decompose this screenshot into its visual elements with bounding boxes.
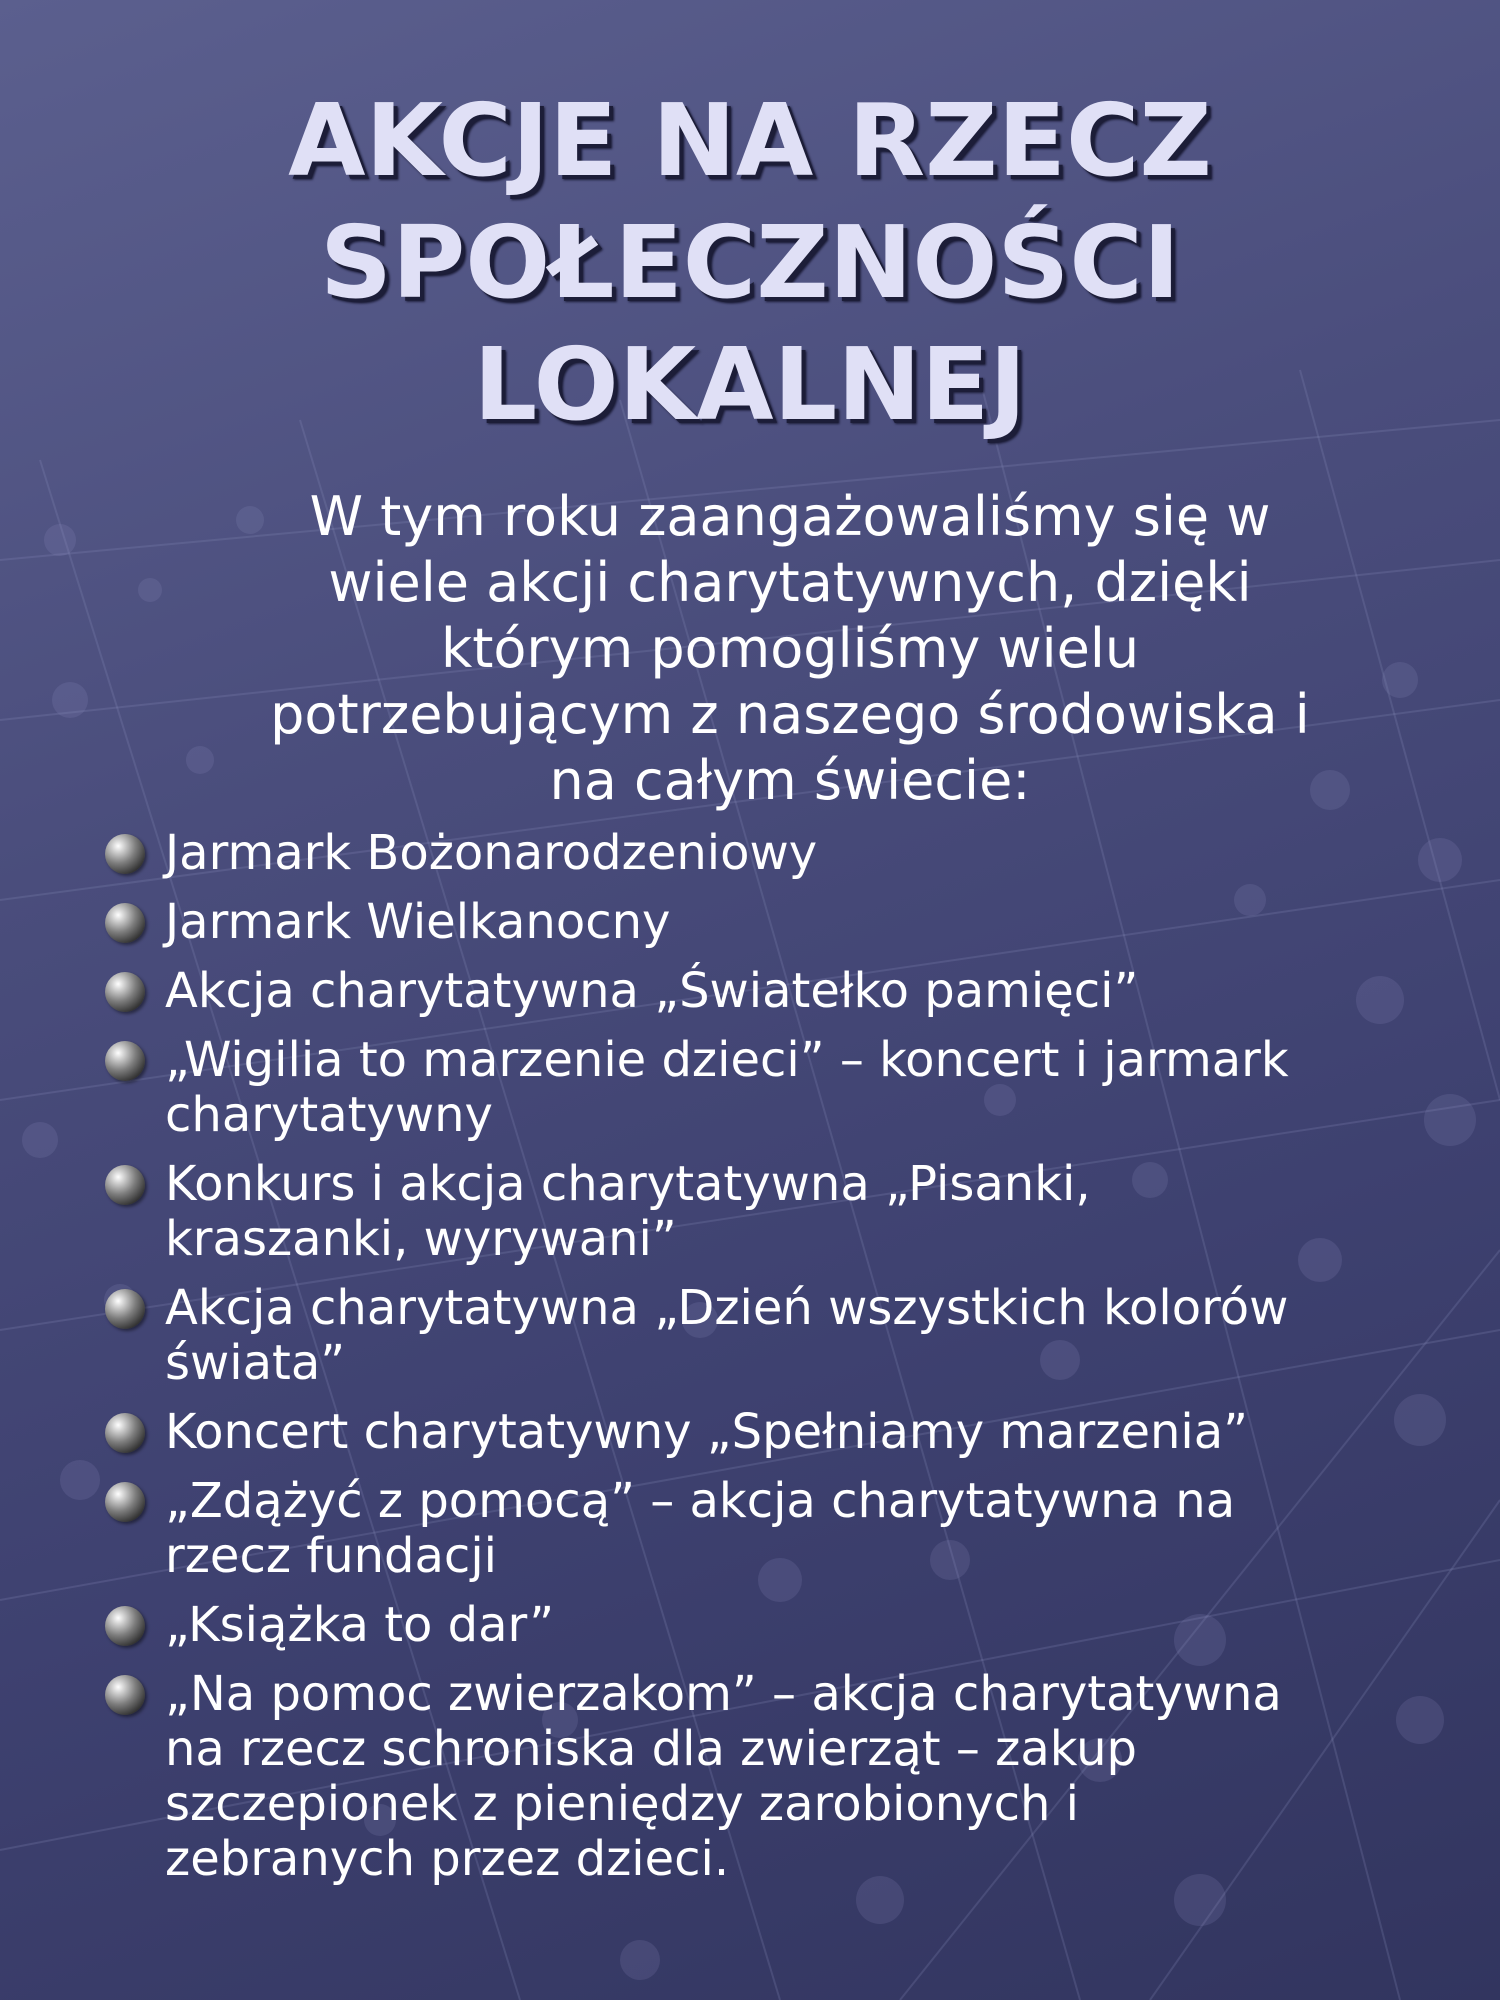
sphere-bullet-icon (105, 972, 145, 1012)
item-line: świata” (165, 1335, 346, 1391)
intro-line: W tym roku zaangażowaliśmy się w (309, 485, 1271, 548)
intro-paragraph (170, 484, 1410, 814)
item-line: Konkurs i akcja charytatywna „Pisanki, (165, 1156, 1091, 1212)
item-line: zebranych przez dzieci. (165, 1831, 730, 1887)
sphere-bullet-icon (105, 1606, 145, 1646)
list-item (100, 895, 1410, 950)
list-item (100, 1474, 1410, 1584)
item-line: Akcja charytatywna „Dzień wszystkich kolorów (165, 1280, 1289, 1336)
list-item (100, 1157, 1410, 1267)
title-line: SPOŁECZNOŚCI (319, 204, 1181, 321)
title-line: AKCJE NA RZECZ (288, 82, 1212, 199)
item-line: Jarmark Bożonarodzeniowy (165, 825, 818, 881)
list-item (100, 826, 1410, 881)
intro-line: wiele akcji charytatywnych, dzięki (328, 551, 1252, 614)
actions-list (100, 826, 1410, 1901)
sphere-bullet-icon (105, 1289, 145, 1329)
item-line: „Zdążyć z pomocą” – akcja charytatywna na (165, 1473, 1236, 1529)
sphere-bullet-icon (105, 834, 145, 874)
item-line: „Wigilia to marzenie dzieci” – koncert i jarmark (165, 1032, 1289, 1088)
list-item (100, 1033, 1410, 1143)
sphere-bullet-icon (105, 1165, 145, 1205)
item-line: rzecz fundacji (165, 1528, 497, 1584)
item-line: Jarmark Wielkanocny (165, 894, 671, 950)
intro-line: potrzebującym z naszego środowiska i (270, 683, 1310, 746)
item-line: „Książka to dar” (165, 1597, 555, 1653)
sphere-bullet-icon (105, 1482, 145, 1522)
item-line: kraszanki, wyrywani” (165, 1211, 677, 1267)
sphere-bullet-icon (105, 1041, 145, 1081)
sphere-bullet-icon (105, 1675, 145, 1715)
intro-line: na całym świecie: (549, 749, 1031, 812)
intro-line: którym pomogliśmy wielu (440, 617, 1140, 680)
item-line: na rzecz schroniska dla zwierząt – zakup (165, 1721, 1137, 1777)
item-line: Akcja charytatywna „Światełko pamięci” (165, 963, 1139, 1019)
item-line: „Na pomoc zwierzakom” – akcja charytatywna (165, 1666, 1282, 1722)
list-item (100, 1667, 1410, 1887)
slide-title (150, 80, 1350, 446)
list-item (100, 964, 1410, 1019)
item-line: charytatywny (165, 1087, 493, 1143)
list-item (100, 1598, 1410, 1653)
sphere-bullet-icon (105, 903, 145, 943)
item-line: szczepionek z pieniędzy zarobionych i (165, 1776, 1079, 1832)
list-item (100, 1405, 1410, 1460)
title-line: LOKALNEJ (473, 326, 1027, 443)
list-item (100, 1281, 1410, 1391)
item-line: Koncert charytatywny „Spełniamy marzenia” (165, 1404, 1249, 1460)
sphere-bullet-icon (105, 1413, 145, 1453)
